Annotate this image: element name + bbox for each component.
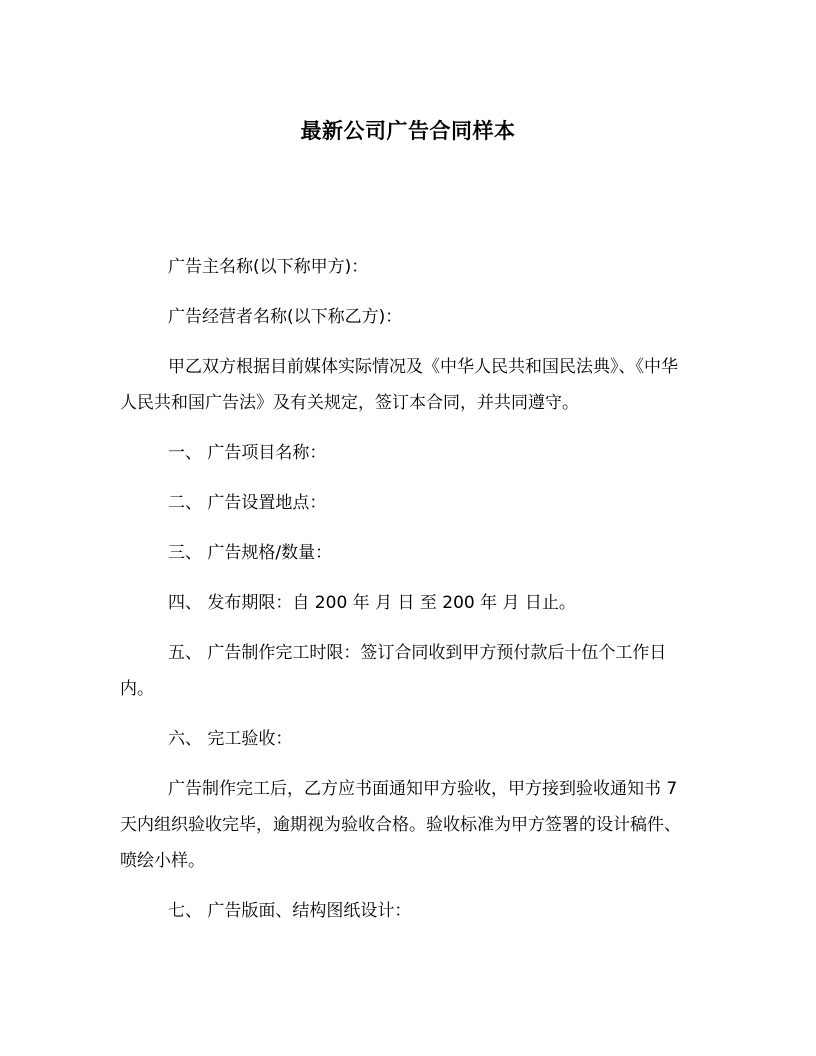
paragraph-item-5: 五、 广告制作完工时限：签订合同收到甲方预付款后十伍个工作日内。 — [120, 643, 667, 699]
paragraph-preamble: 甲乙双方根据目前媒体实际情况及《中华人民共和国民法典》、《中华人民共和国广告法》及有关规定，签订本合同，并共同遵守。 — [120, 357, 678, 413]
paragraph-item-1: 一、 广告项目名称： — [168, 443, 327, 463]
paragraph-item-6: 六、 完工验收： — [168, 729, 293, 749]
document-title: 最新公司广告合同样本 — [300, 119, 516, 143]
document-body — [120, 249, 692, 943]
paragraph-item-4: 四、 发布期限：自 200 年 月 日 至 200 年 月 日止。 — [168, 593, 576, 613]
paragraph-advertiser-name: 广告主名称(以下称甲方)： — [168, 257, 369, 277]
paragraph-acceptance-detail: 广告制作完工后，乙方应书面通知甲方验收，甲方接到验收通知书 7 天内组织验收完毕，逾期视为验收合格。验收标准为甲方签署的设计稿件、喷绘小样。 — [120, 779, 683, 871]
paragraph-operator-name: 广告经营者名称(以下称乙方)： — [168, 307, 403, 327]
paragraph-item-2: 二、 广告设置地点： — [168, 493, 327, 513]
paragraph-item-3: 三、 广告规格/数量： — [168, 543, 333, 563]
paragraph-item-7: 七、 广告版面、结构图纸设计： — [168, 901, 412, 921]
